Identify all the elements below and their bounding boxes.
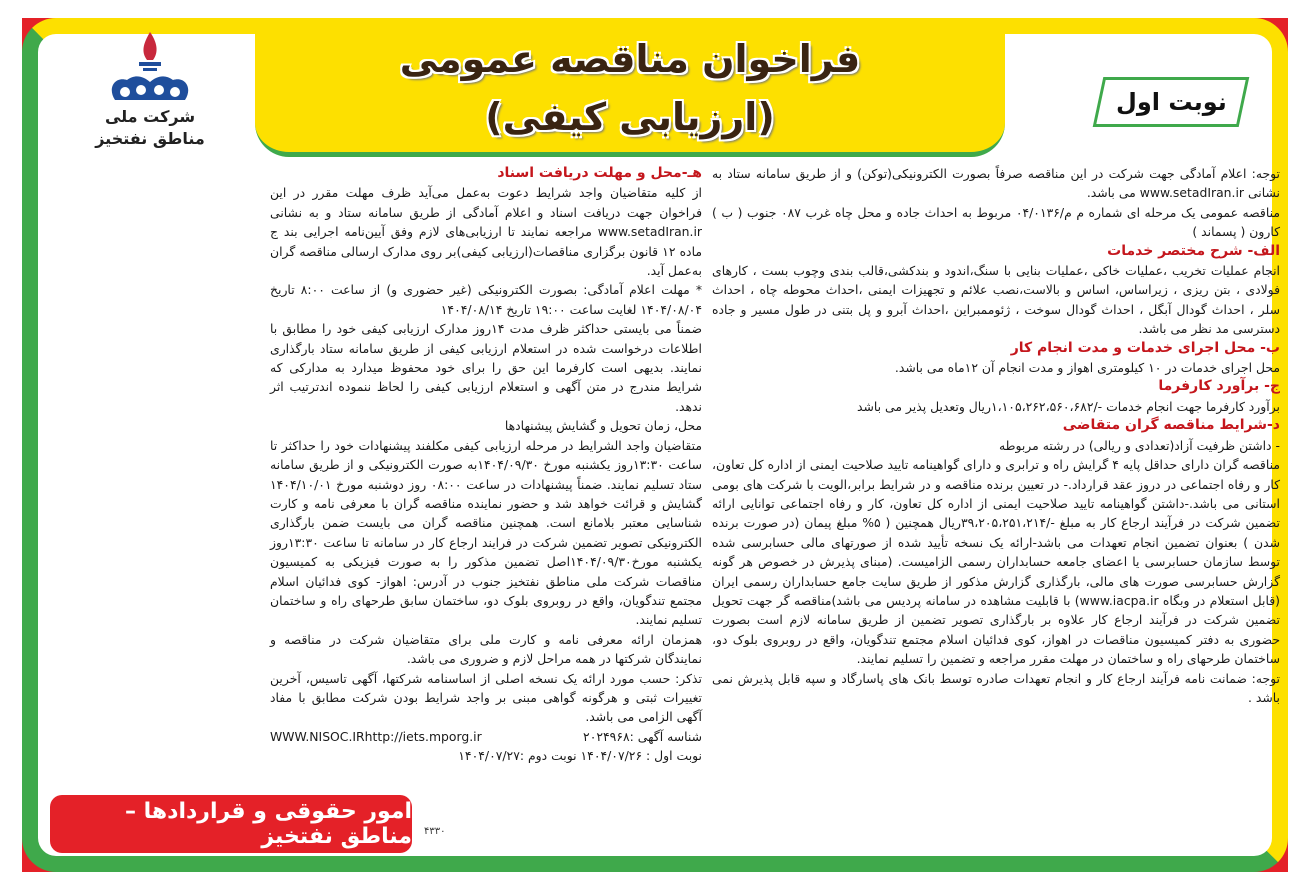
- department-label: امور حقوقی و قراردادها – مناطق نفتخیز: [124, 799, 412, 849]
- page-title: فراخوان مناقصه عمومی: [399, 37, 861, 81]
- logo-text-line1: شرکت ملی: [104, 107, 196, 126]
- publication-dates: نوبت اول : ۱۴۰۴/۰۷/۲۶ نوبت دوم :۱۴۰۴/۰۷/۲۷: [458, 748, 702, 764]
- submission-text: متقاضیان واجد الشرایط در مرحله ارزیابی کیفی مکلفند پیشنهادات خود را حداکثر تا ساعت ۱۳:۳۰روز یکشنبه مورخ ۱۴۰۴/۰۹/۳۰به صورت الکترونیکی و از طریق سامانه ستاد تسلیم نمایند. ضمناً پیشنهادات در ساعت ۰۸:۰۰ روز دوشنبه مورخ ۱۴۰۴/۱۰/۰۱ گشایش و قرائت خواهد شد و حضور نماینده مناقصه گران با معرفی نامه و کارت شناسایی معتبر بلامانع است. همچنین مناقصه گران می بایست ضمن بارگذاری الکترونیکی تصویر تضمین شرکت در فرایند ارجاع کار در سامانه تا ساعت ۱۳:۳۰روز یکشنبه مورخ۱۴۰۴/۰۹/۳۰اصل تضمین مذکور را به صورت فیزیکی به کمیسیون مناقصات شرکت ملی مناطق نفتخیز جنوب در آدرس: اهواز- کوی فدائیان اسلام مجتمع تندگویان، واقع در روبروی بلوک دو، ساختمان سابق طرحهای راه و ساختمان تسلیم نمایند.: [270, 437, 702, 628]
- section-a-heading: الف- شرح مختصر خدمات: [1107, 242, 1280, 259]
- electronic-notice: توجه: اعلام آمادگی جهت شرکت در این مناقصه صرفاً بصورت الکترونیکی(توکن) و از طریق سامانه ستاد به نشانی www.setadIran.ir می باشد.: [712, 166, 1280, 201]
- section-a-text: انجام عملیات تخریب ،عملیات خاکی ،عملیات بنایی با سنگ،اندود و بندکشی،قالب بندی وچوب بست ، کارهای فولادی ، بتن ریزی ، زیراساس، اساس و بالاست،نصب علائم و تجهیزات ایمنی ،احداث محوطه چاه ، احداث سلر ، احداث گودال آبگل ، احداث گودال سوخت ، ژئوممبراین ،احداث آبرو و پل بتنی در طول مسیر و جاده دسترسی مد نظر می باشد.: [712, 263, 1280, 337]
- reminder-text: تذکر: حسب مورد ارائه یک نسخه اصلی از اساسنامه شرکتها، آگهی تاسیس، آخرین تغییرات ثبتی و هرگونه گواهی مبنی بر واجد شرایط بودن شرکت مطابق با مفاد آگهی الزامی می باشد.: [270, 670, 702, 725]
- logo-text-line2: مناطق نفتخیز: [95, 129, 205, 148]
- company-logo: [60, 30, 240, 150]
- right-column: [712, 164, 1280, 707]
- section-d-text: مناقصه گران دارای حداقل پایه ۴ گرایش راه و ترابری و دارای گواهینامه تایید صلاحیت ایمنی از اداره کل تعاون، کار و رفاه اجتماعی در دروز عقد قرارداد.- در تعیین برنده مناقصه و در شرایط برابر،الویت با شرکت های بومی استانی می باشد.-داشتن گواهینامه تایید صلاحیت ایمنی از اداره کل تعاون، کار و رفاه اجتماعی توانایی ارائه تضمین شرکت در فرآیند ارجاع کار به مبلغ -/۳۹،۲۰۵،۲۵۱،۲۱۴ریال همچنین ( ۵% مبلغ پیمان (در صورت برنده شدن ) بعنوان تضمین انجام تعهدات می باشد-ارائه یک نسخه تأیید شده از صورتهای مالی حسابرسی شده توسط سازمان حسابرسی یا اعضای جامعه حسابداران رسمی الزامیست. (مبنای پذیرش در خصوص هر گونه گزارش حسابرسی صورت های مالی، بارگذاری گزارش مذکور از طریق سایت جامع حسابداران رسمی ایران (قابل استعلام در وبگاه www.iacpa.ir) با قابلیت مشاهده در سامانه پردیس می باشد)مناقصه گر جهت تحویل تضمین شرکت در فرآیند ارجاع کار علاوه بر بارگذاری تصویر تضمین از طریق سامانه لازم است بصورت حضوری به دفتر کمیسیون مناقصات در اهواز، کوی فدائیان اسلام مجتمع تندگویان، واقع در روبروی بلوک دو، ساختمان طرحهای راه و ساختمان در مهلت مقرر مراجعه و تضمین را تسلیم نمایند.: [712, 457, 1280, 667]
- nioc-flame-logo-icon: [105, 30, 195, 102]
- id-requirement-text: همزمان ارائه معرفی نامه و کارت ملی برای متقاضیان شرکت در مناقصه و نمایندگان شرکتها در همه مراحل لازم و ضروری می باشد.: [270, 631, 702, 667]
- left-column: [270, 164, 702, 766]
- issue-badge-label: نوبت اول: [1115, 88, 1227, 116]
- qualification-upload-text: ضمناً می بایستی حداکثر ظرف مدت ۱۴روز مدارک ارزیابی کیفی خود را مطابق با اطلاعات درخواست شده در استعلام ارزیابی کیفی از طریق سامانه ستاد بارگذاری نمایند. بدیهی است کارفرما این حق را برای خود محفوظ میدارد به مدارکی که شرایط مندرج در متن آگهی و استعلام ارزیابی کیفی را لحاظ ننموده اندترتیب اثر ندهد.: [270, 321, 702, 414]
- section-e-heading: هـ-محل و مهلت دریافت اسناد: [497, 165, 702, 181]
- websites: WWW.NISOC.IRhttp://iets.mporg.ir: [270, 728, 482, 744]
- ad-id: شناسه آگهی :۲۰۲۴۹۶۸: [583, 728, 702, 744]
- submission-subheading: محل، زمان تحویل و گشایش پیشنهادها: [504, 418, 702, 434]
- ad-info-row: [270, 727, 702, 746]
- page-subtitle: (ارزیابی کیفی): [485, 95, 775, 139]
- section-d-item: - داشتن ظرفیت آزاد(تعدادی و ریالی) در رشته مربوطه: [998, 437, 1280, 453]
- ad-code: ۴۳۳۰: [424, 826, 446, 837]
- section-b-text: محل اجرای خدمات در ۱۰ کیلومتری اهواز و مدت انجام آن ۱۲ماه می باشد.: [894, 360, 1280, 376]
- documents-text: از کلیه متقاضیان واجد شرایط دعوت به‌عمل می‌آید ظرف مهلت مقرر در این فراخوان جهت دریافت اسناد و اعلام آمادگی از طریق سامانه ستاد و به نشانی www.setadIran.ir مراجعه نمایند تا ارزیابی‌های لازم وفق آیین‌نامه اجرایی بند ج ماده ۱۲ قانون برگزاری مناقصات(ارزیابی کیفی)بر روی مدارک ارسالی مناقصه گران به‌عمل آید.: [270, 185, 702, 279]
- final-notice: توجه: ضمانت نامه فرآیند ارجاع کار و انجام تعهدات صادره توسط بانک های پاسارگاد و سپه قابل پذیرش نمی باشد .: [712, 670, 1280, 705]
- section-c-heading: ج- برآورد کارفرما: [1158, 378, 1280, 395]
- section-c-text: برآورد کارفرما جهت انجام خدمات -/۱،۱۰۵،۲۶۲،۵۶۰،۶۸۲ریال وتعدیل پذیر می باشد: [856, 398, 1280, 414]
- header-banner: [255, 18, 1005, 157]
- department-banner: [50, 795, 412, 853]
- readiness-deadline: * مهلت اعلام آمادگی: بصورت الکترونیکی (غیر حضوری و) از ساعت ۸:۰۰ تاریخ ۱۴۰۴/۰۸/۰۴ لغایت ساعت ۱۹:۰۰ تاریخ ۱۴۰۴/۰۸/۱۴: [270, 282, 703, 317]
- tender-description: مناقصه عمومی یک مرحله ای شماره م م/۰۴/۰۱۳۶ مربوط به احداث جاده و محل چاه غرب ۰۸۷ جنوب ( ب ) کارون ( پسماند ): [712, 204, 1280, 240]
- issue-badge: [1093, 77, 1250, 127]
- section-b-heading: ب- محل اجرای خدمات و مدت انجام کار: [1010, 339, 1280, 356]
- section-d-heading: د-شرایط مناقصه گران متقاضی: [1062, 417, 1280, 434]
